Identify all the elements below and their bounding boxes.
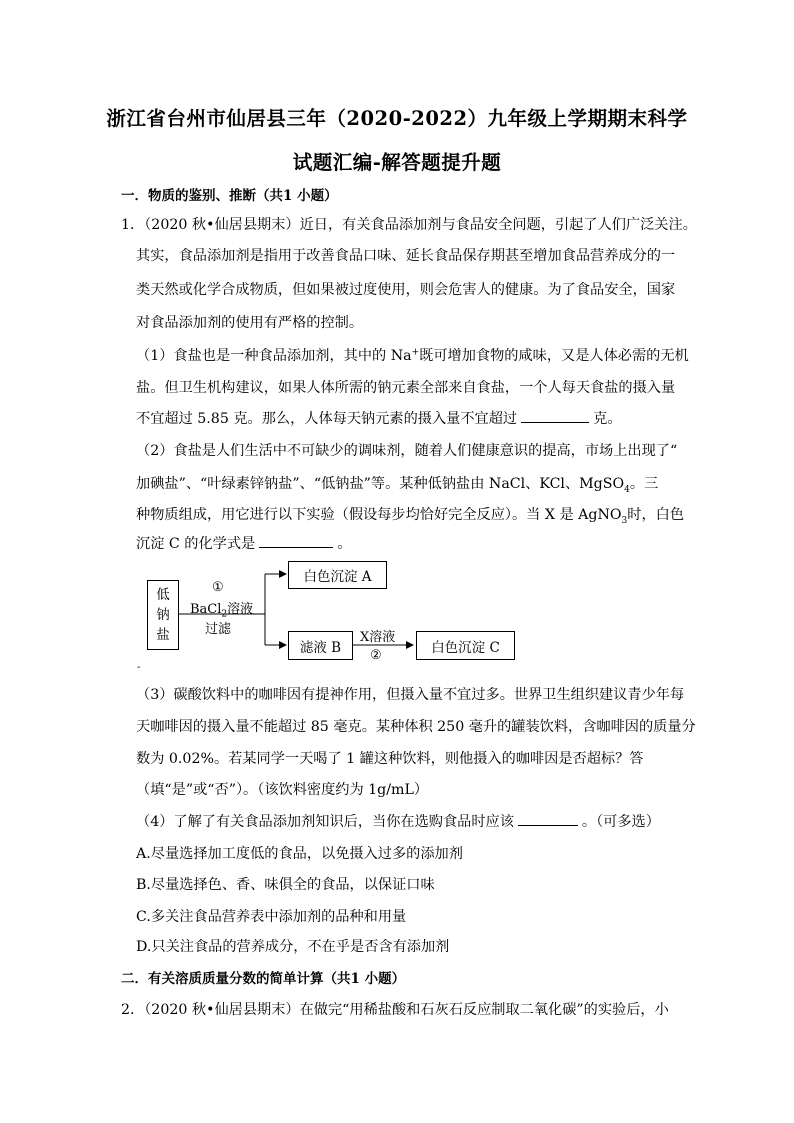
q1-part1-text-c: 不宜超过 5.85 克。那么，人体每天钠元素的摄入量不宜超过: [136, 411, 518, 427]
low-sodium-char-2: 钠: [156, 607, 170, 623]
q1-part2-text-c: 种物质组成，用它进行以下实验（假设每步均恰好完全反应）。当 X 是 AgNO: [136, 507, 622, 523]
step1-reagent-text-b: 溶液: [227, 602, 254, 617]
q1-intro-line-4: 对食品添加剂的使用有严格的控制。: [136, 315, 364, 331]
q1-part1-text-b: 既可增加食物的咸味，又是人体必需的无机: [419, 348, 689, 364]
bacl2-subscript: 2: [221, 609, 228, 620]
document-title-line2: 试题汇编-解答题提升题: [292, 151, 502, 174]
q1-part2-text-f: 。: [337, 536, 352, 552]
q1-part1-line-1: [136, 345, 689, 365]
stray-mark: -: [137, 662, 141, 673]
answer-blank-3[interactable]: [518, 811, 578, 826]
q1-part2-line-3: [136, 504, 684, 526]
option-d[interactable]: D.只关注食品的营养成分，不在乎是否含有添加剂: [136, 939, 450, 955]
q1-part1-line-2: 盐。但卫生机构建议，如果人体所需的钠元素全部来自食盐，一个人每天食盐的摄入量: [136, 380, 676, 396]
section-heading-2: 二．有关溶质质量分数的简单计算（共1 小题）: [121, 971, 406, 987]
q1-part2-text-a: 加碘盐”、“叶绿素锌钠盐”、“低钠盐”等。某种低钠盐由 NaCl、KCl、MgSO: [136, 476, 625, 492]
agno3-subscript: 3: [621, 515, 628, 526]
option-c[interactable]: C.多关注食品营养表中添加剂的品种和用量: [136, 909, 407, 925]
step1-operation: 过滤: [205, 622, 232, 637]
precipitate-c-box: 白色沉淀 C: [416, 631, 515, 660]
step1-number: ①: [212, 580, 224, 595]
precipitate-a-box: 白色沉淀 A: [288, 561, 387, 589]
q1-part2-line-2: [136, 473, 658, 495]
step1-reagent: [190, 598, 253, 620]
q1-part2-line-4: [136, 533, 351, 553]
q1-part2-text-d: 时，白色: [627, 507, 685, 523]
document-title-line1: 浙江省台州市仙居县三年（2020-2022）九年级上学期期末科学: [106, 107, 688, 130]
step2-number: ②: [370, 648, 382, 663]
q1-part1-line-3: [136, 408, 622, 428]
filtrate-b-box: 滤液 B: [288, 631, 353, 660]
section-heading-1: 一．物质的鉴别、推断（共1 小题）: [121, 188, 338, 204]
low-sodium-salt-box: [147, 580, 179, 650]
step2-reagent: X溶液: [360, 630, 396, 645]
q1-part3-line-1: （3）碳酸饮料中的咖啡因有提神作用，但摄入量不宜过多。世界卫生组织建议青少年每: [136, 687, 685, 703]
q1-part1-text-a: （1）食盐也是一种食品添加剂，其中的 Na: [136, 348, 412, 364]
option-b[interactable]: B.尽量选择色、香、味俱全的食品，以保证口味: [136, 877, 435, 893]
q1-part4-text-b: 。（可多选）: [581, 814, 660, 830]
q1-part3-line-3: 数为 0.02%。若某同学一天喝了 1 罐这种饮料，则他摄入的咖啡因是否超标？答: [136, 751, 644, 767]
q1-part3-line-4: （填“是”或“否”）。（该饮料密度约为 1g/mL）: [136, 782, 429, 798]
q1-part2-line-1: （2）食盐是人们生活中不可缺少的调味剂，随着人们健康意识的提高，市场上出现了“: [136, 443, 678, 459]
q1-intro-line-3: 类天然或化学合成物质，但如果被过度使用，则会危害人的健康。为了食品安全，国家: [136, 282, 676, 298]
low-sodium-char-3: 盐: [156, 627, 170, 643]
q1-intro-line-2: 其实，食品添加剂是指用于改善食品口味、延长食品保存期甚至增加食品营养成分的一: [136, 248, 676, 264]
low-sodium-char-1: 低: [156, 587, 170, 603]
step1-reagent-text-a: BaCl: [190, 602, 222, 617]
mgso4-subscript: 4: [624, 484, 630, 495]
q1-part3-line-2: 天咖啡因的摄入量不能超过 85 毫克。某种体积 250 毫升的罐装饮料，含咖啡因的质量分: [136, 719, 696, 735]
answer-blank-1[interactable]: [521, 408, 589, 423]
q1-part2-text-b: 。三: [629, 476, 659, 492]
sodium-ion-charge: +: [411, 347, 420, 358]
option-a[interactable]: A.尽量选择加工度低的食品，以免摄入过多的添加剂: [136, 846, 463, 862]
q2-line-1: 2．（2020 秋•仙居县期末）在做完“用稀盐酸和石灰石反应制取二氧化碳”的实验后，小: [121, 1002, 669, 1018]
q1-part4-text-a: （4）了解了有关食品添加剂知识后，当你在选购食品时应该: [136, 814, 514, 830]
q1-part4-line: [136, 811, 660, 831]
q1-intro-line-1: 1．（2020 秋•仙居县期末）近日，有关食品添加剂与食品安全问题，引起了人们广泛关注。: [121, 217, 697, 233]
answer-blank-2[interactable]: [259, 533, 333, 548]
q1-part1-text-d: 克。: [593, 411, 622, 427]
q1-part2-text-e: 沉淀 C 的化学式是: [136, 536, 256, 552]
